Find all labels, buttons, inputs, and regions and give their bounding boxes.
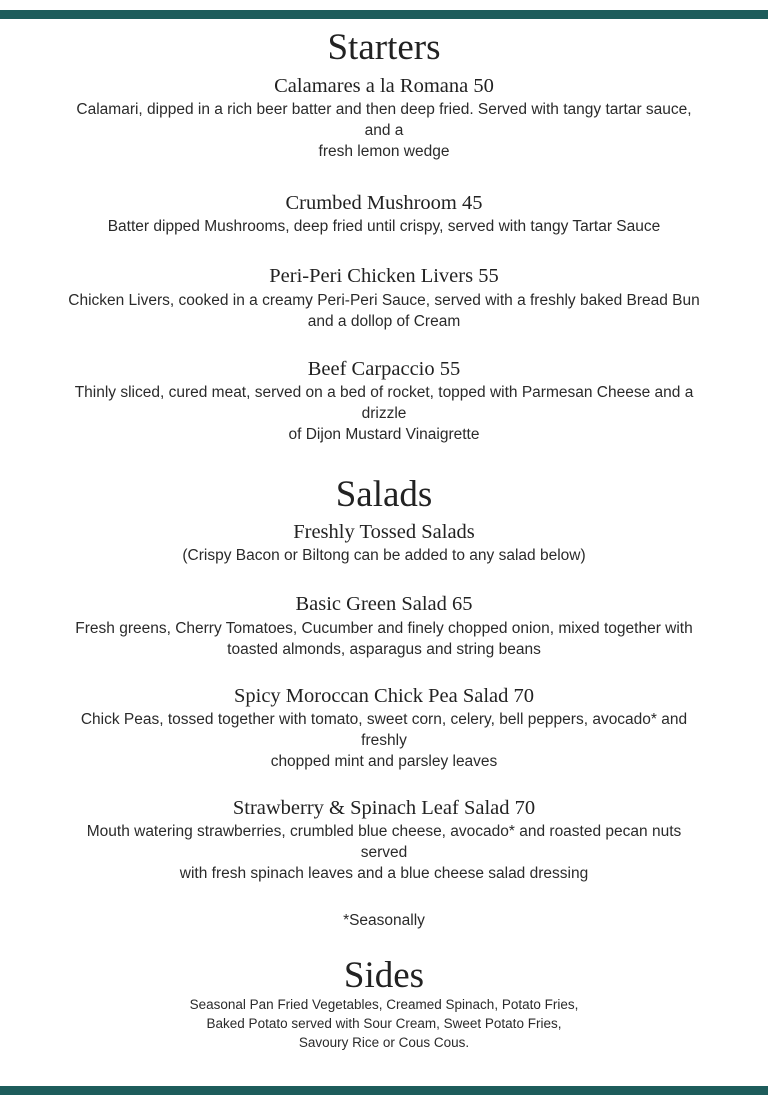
sides-line: Baked Potato served with Sour Cream, Sweet Potato Fries,	[206, 1016, 562, 1031]
section-subtitle: Freshly Tossed Salads	[293, 521, 475, 543]
menu-item-desc-line: Chicken Livers, cooked in a creamy Peri-Peri Sauce, served with a freshly baked Bread Bun	[68, 292, 700, 309]
sides-line: Savoury Rice or Cous Cous.	[298, 1035, 470, 1050]
footnote-seasonally: *Seasonally	[343, 912, 425, 929]
menu-item-name: Beef Carpaccio 55	[307, 358, 461, 380]
section-title-salads: Salads	[335, 474, 433, 515]
menu-item-desc-line: Fresh greens, Cherry Tomatoes, Cucumber and finely chopped onion, mixed together with	[75, 620, 693, 637]
menu-item-desc-line: served	[360, 844, 408, 861]
menu-item-desc-line: and a dollop of Cream	[307, 313, 461, 330]
sides-line: Seasonal Pan Fried Vegetables, Creamed Spinach, Potato Fries,	[189, 997, 579, 1012]
menu-item-desc-line: chopped mint and parsley leaves	[270, 753, 498, 770]
menu-item-name: Calamares a la Romana 50	[274, 75, 494, 97]
menu-item-desc-line: with fresh spinach leaves and a blue cheese salad dressing	[179, 865, 589, 882]
menu-item-desc-line: Batter dipped Mushrooms, deep fried until crispy, served with tangy Tartar Sauce	[107, 218, 661, 235]
menu-item-desc-line: Thinly sliced, cured meat, served on a bed of rocket, topped with Parmesan Cheese and a	[74, 384, 694, 401]
menu-item-desc-line: fresh lemon wedge	[318, 143, 450, 160]
menu-item-name: Spicy Moroccan Chick Pea Salad 70	[233, 685, 535, 707]
section-note: (Crispy Bacon or Biltong can be added to any salad below)	[182, 547, 586, 564]
top-border-bar	[0, 10, 768, 19]
menu-item-name: Crumbed Mushroom 45	[285, 192, 483, 214]
menu-item-desc-line: Chick Peas, tossed together with tomato, sweet corn, celery, bell peppers, avocado* and	[80, 711, 688, 728]
menu-item-name: Peri-Peri Chicken Livers 55	[269, 265, 499, 287]
bottom-border-bar	[0, 1086, 768, 1095]
menu-item-desc-line: Mouth watering strawberries, crumbled blue cheese, avocado* and roasted pecan nuts	[86, 823, 682, 840]
menu-item-name: Basic Green Salad 65	[295, 593, 473, 615]
menu-item-name: Strawberry & Spinach Leaf Salad 70	[232, 797, 536, 819]
menu-item-desc-line: Calamari, dipped in a rich beer batter and then deep fried. Served with tangy tartar sauce,	[76, 101, 692, 118]
menu-item-desc-line: freshly	[361, 732, 407, 749]
menu-item-desc-line: and a	[364, 122, 404, 139]
menu-item-desc-line: toasted almonds, asparagus and string beans	[227, 641, 541, 658]
section-title-starters: Starters	[327, 27, 441, 68]
menu-item-desc-line: drizzle	[361, 405, 407, 422]
menu-item-desc-line: of Dijon Mustard Vinaigrette	[288, 426, 480, 443]
section-title-sides: Sides	[343, 955, 425, 996]
